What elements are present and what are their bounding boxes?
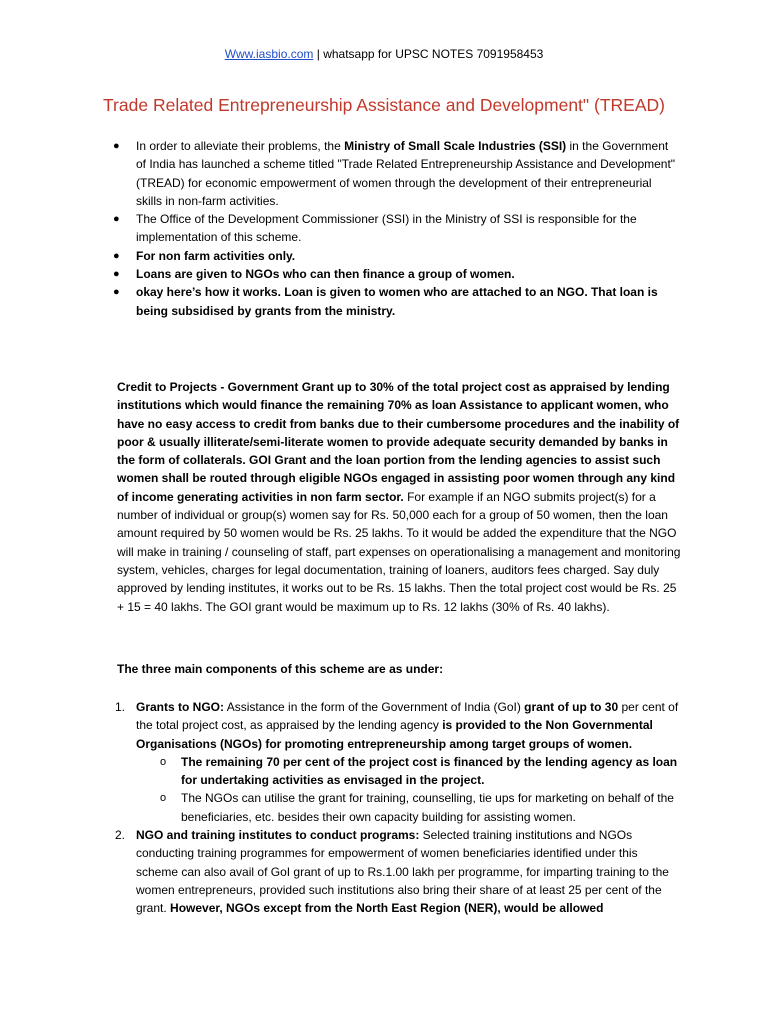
website-link[interactable]: Www.iasbio.com <box>224 47 314 61</box>
component-text: Assistance in the form of the Government of India (GoI) <box>224 700 525 714</box>
sub-bullet-item <box>0 789 768 826</box>
header-separator: | <box>316 47 320 61</box>
component-text-bold: grant of up to 30 <box>524 700 619 714</box>
bullet-icon: ● <box>113 268 120 281</box>
component-number: 1. <box>115 700 126 714</box>
bullet-icon: ● <box>113 286 120 299</box>
components-list <box>0 698 768 918</box>
header-contact: whatsapp for UPSC NOTES 7091958453 <box>323 47 544 61</box>
bullet-icon: ● <box>113 213 120 226</box>
bullet-icon: ● <box>113 249 120 262</box>
bullet-item <box>0 265 768 283</box>
credit-paragraph <box>117 378 685 616</box>
sub-bullet-text-bold: The remaining 70 per cent of the project cost is financed by the lending agency as loan for undertaking activities as envisaged in the project. <box>181 754 678 788</box>
bullet-item <box>0 247 768 265</box>
component-text-bold: However, NGOs except from the North East Region (NER), would be allowed <box>170 901 604 916</box>
bullet-text-bold: Loans are given to NGOs who can then finance a group of women. <box>136 267 515 282</box>
intro-bullet-list <box>0 137 768 320</box>
component-item <box>0 826 768 917</box>
bullet-icon: ● <box>113 140 120 152</box>
component-text-bold: NGO and training institutes to conduct programs: <box>136 828 420 843</box>
credit-paragraph-text: For example if an NGO submits project(s) for a number of individual or group(s) women say for Rs. 50,000 each for a group of 50 women, then the loan amount required by 50 women would be Rs. 25 lakhs. To it would be added the expenditure that the NGO will make in training / counseling of staff, part expenses on operationalising a management and monitoring system, vehicles, charges for legal documentation, training of loaners, auditors fees charged. Say duly approved by lending institutes, it works out to be Rs. 15 lakhs. Then the total project cost would be Rs. 25 + 15 = 40 lakhs. The GOI grant would be maximum up to Rs. 12 lakhs (30% of Rs. 40 lakhs). <box>117 489 681 614</box>
bullet-text-bold: Ministry of Small Scale Industries (SSI) <box>344 139 567 153</box>
component-text-bold: Grants to NGO: <box>136 700 225 714</box>
bullet-item <box>0 137 768 210</box>
component-text-bold: is provided to the Non Governmental Organisations (NGOs) for promoting entrepreneurship among target groups of women. <box>136 718 653 751</box>
component-number: 2. <box>115 828 126 843</box>
sub-bullet-text: The NGOs can utilise the grant for training, counselling, tie ups for marketing on behalf of the beneficiaries, etc. besides their own capacity building for assisting women. <box>181 791 674 824</box>
bullet-text: In order to alleviate their problems, the <box>136 139 345 153</box>
page-title: Trade Related Entrepreneurship Assistance and Development" (TREAD) <box>103 95 665 115</box>
bullet-text: in the Government of India has launched a scheme titled "Trade Related Entrepreneurship Assistance and Development" (TREAD) for economic empowerment of women through the development of their entrepreneurial skills in non-farm activities. <box>136 139 676 208</box>
sub-bullet-icon: o <box>160 792 167 805</box>
components-heading-text: The three main components of this scheme are as under: <box>117 662 444 676</box>
component-text: per cent of the total project cost, as appraised by the lending agency <box>136 700 679 733</box>
component-item <box>0 698 768 753</box>
bullet-text: The Office of the Development Commissioner (SSI) in the Ministry of SSI is responsible for the implementation of this scheme. <box>136 212 637 245</box>
page-header <box>0 45 768 63</box>
component-text: Selected training institutions and NGOs conducting training programmes for empowerment of women beneficiaries identified under this scheme can also avail of GoI grant of up to Rs.1.00 lakh per programme, for imparting training to the women entrepreneurs, provided such institutions also bring their share of at least 25 per cent of the grant. <box>136 828 669 916</box>
components-heading <box>117 660 685 678</box>
credit-paragraph-bold: Credit to Projects - Government Grant up to 30% of the total project cost as appraised by lending institutions which would finance the remaining 70% as loan Assistance to applicant women, who have no easy access to credit from banks due to their cumbersome procedures and the inability of poor & usually illiterate/semi-literate women to provide adequate security demanded by banks in the form of collaterals. GOI Grant and the loan portion from the lending agencies to assist such women shall be routed through eligible NGOs engaged in assisting poor women through any kind of income generating activities in non farm sector. <box>117 380 680 504</box>
sub-bullet-item <box>0 753 768 790</box>
bullet-item <box>0 210 768 247</box>
bullet-text-bold: okay here’s how it works. Loan is given to women who are attached to an NGO. That loan is being subsidised by grants from the ministry. <box>136 285 658 318</box>
bullet-text-bold: For non farm activities only. <box>136 248 296 263</box>
bullet-item <box>0 283 768 320</box>
sub-bullet-icon: o <box>160 755 167 768</box>
